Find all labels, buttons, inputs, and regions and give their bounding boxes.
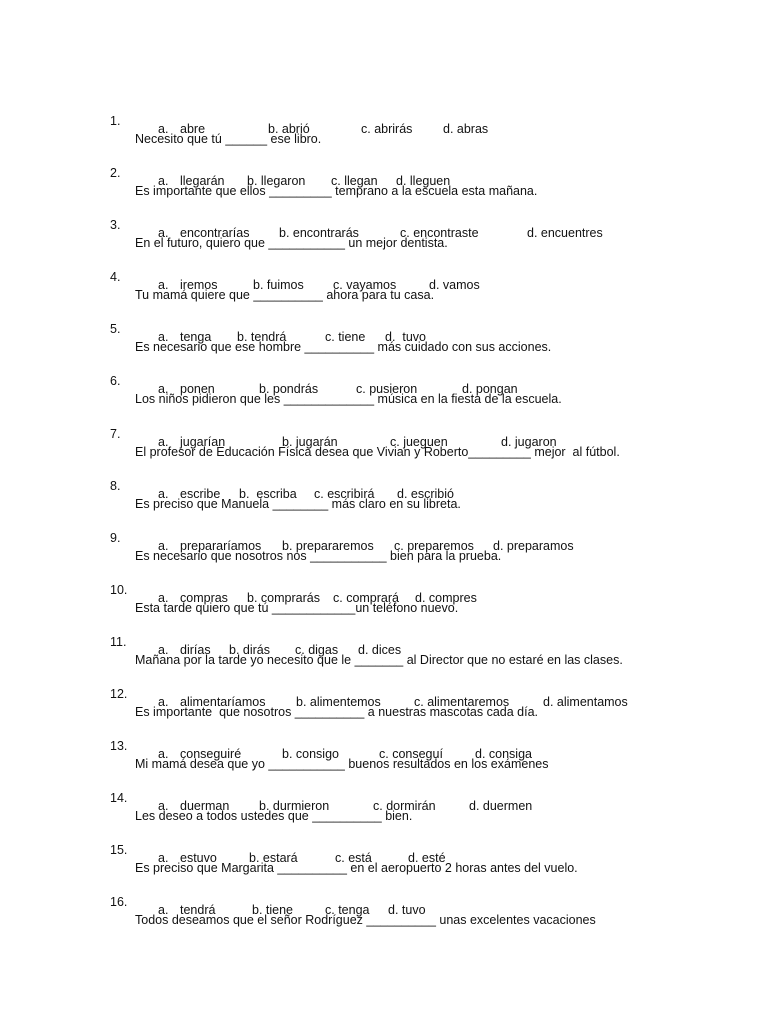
question-number: 6. [110,374,121,389]
option-a: estuvo [180,851,217,866]
option-d: d. tuvo [385,330,426,345]
options-line [0,589,768,607]
question-item [0,771,768,823]
question-item [0,250,768,302]
options-line [0,537,768,555]
question-number: 11. [110,634,127,649]
question-text: Esta tarde quiero que tú ____________un teléfono nuevo. [135,600,459,615]
options-line [0,224,768,242]
option-b: b. dirás [229,642,270,657]
options-line [0,797,768,815]
options-line [0,693,768,711]
question-number: 1. [110,114,121,128]
options-line [0,328,768,346]
option-letter-a: a. [158,434,169,449]
option-b: b. encontrarás [279,226,359,241]
option-letter-a: a. [158,174,169,189]
option-a: llegarán [180,174,225,189]
option-a: abre [180,122,206,136]
option-b: b. consigo [282,747,339,762]
option-d: d. preparamos [493,538,574,553]
question-text: Es importante que ellos _________ temprano a la escuela esta mañana. [135,184,538,199]
question-number: 16. [110,895,128,910]
option-a: dirías [180,642,211,657]
option-a: jugarían [180,434,226,449]
option-d: d. dices [358,642,402,657]
option-letter-a: a. [158,330,169,345]
question-text: Es necesario que ese hombre __________ más cuidado con sus acciones. [135,340,552,355]
option-letter-a: a. [158,590,169,605]
option-c: c. comprará [333,590,399,605]
question-number: 12. [110,687,128,702]
question-number: 10. [110,582,128,597]
option-letter-a: a. [158,538,169,553]
option-c: c. alimentaremos [414,695,510,710]
option-letter-a: a. [158,278,169,293]
question-item [0,719,768,771]
question-number: 4. [110,270,121,285]
option-b: b. jugarán [282,434,338,449]
option-c: c. jueguen [390,434,448,449]
option-b: b. pondrás [259,382,319,397]
option-b: b. alimentemos [296,695,381,710]
option-letter-a: a. [158,747,169,762]
option-a: alimentaríamos [180,695,266,710]
question-item [0,823,768,875]
option-letter-a: a. [158,851,169,866]
option-a: escribe [180,486,221,501]
question-text: Es necesario que nosotros nos ___________ bien para la prueba. [135,548,502,563]
option-d: d. tuvo [388,903,426,918]
option-d: d. alimentamos [543,695,628,710]
option-letter-a: a. [158,226,169,241]
option-d: d. esté [408,851,446,866]
option-b: b. abrió [268,122,310,136]
option-d: d. compres [415,590,477,605]
option-a: duerman [180,799,230,814]
option-c: c. vayamos [333,278,397,293]
option-d: d. consiga [475,747,532,762]
options-line [0,172,768,190]
option-c: c. llegan [331,174,378,189]
option-a: encontrarías [180,226,250,241]
option-d: d. pongan [462,382,518,397]
options-line [0,380,768,398]
question-item [0,146,768,198]
question-text: Mi mamá desea que yo ___________ buenos resultados en los exámenes [135,757,549,772]
question-text: Les deseo a todos ustedes que __________ bien. [135,809,413,824]
question-item [0,407,768,459]
question-number: 7. [110,426,121,441]
question-item [0,302,768,354]
question-text: En el futuro, quiero que ___________ un mejor dentista. [135,236,448,251]
option-a: tenga [180,330,212,345]
question-item [0,615,768,667]
question-text: Es preciso que Margarita __________ en el aeropuerto 2 horas antes del vuelo. [135,861,578,876]
question-item [0,354,768,406]
question-text: Es preciso que Manuela ________ más claro en su libreta. [135,496,461,511]
option-letter-a: a. [158,799,169,814]
options-line [0,120,768,138]
question-text: Es importante que nosotros __________ a nuestras mascotas cada día. [135,705,539,720]
option-d: d. escribió [397,486,454,501]
option-letter-a: a. [158,486,169,501]
option-b: b. tendrá [237,330,287,345]
option-c: c. conseguí [379,747,443,762]
options-line [0,745,768,763]
option-c: c. está [335,851,372,866]
option-d: d. vamos [429,278,480,293]
question-item [0,667,768,719]
option-c: c. preparemos [394,538,474,553]
options-line [0,641,768,659]
option-a: prepararíamos [180,538,262,553]
question-text: Los niños pidieron que les _____________ música en la fiesta de la escuela. [135,392,562,407]
question-text: El profesor de Educación Física desea que Vivian y Roberto_________ mejor al fútbol. [135,444,620,459]
option-letter-a: a. [158,695,169,710]
question-number: 9. [110,530,121,545]
question-text: Necesito que tú ______ ese libro. [135,132,322,146]
question-item [0,875,768,927]
option-d: d. lleguen [396,174,451,189]
option-c: c. escribirá [314,486,375,501]
option-b: b. estará [249,851,298,866]
question-number: 15. [110,843,128,858]
question-list [0,94,768,928]
question-number: 14. [110,791,128,806]
option-c: c. abrirás [361,122,413,136]
question-item [0,563,768,615]
options-line [0,276,768,294]
option-b: b. escriba [239,486,297,501]
option-c: c. encontraste [400,226,479,241]
option-a: compras [180,590,228,605]
question-text: Tu mamá quiere que __________ ahora para tu casa. [135,288,435,303]
option-d: d. encuentres [527,226,603,241]
option-c: c. tiene [325,330,366,345]
question-number: 13. [110,739,128,754]
question-number: 3. [110,218,121,233]
question-number: 5. [110,322,121,337]
question-number: 8. [110,478,121,493]
options-line [0,849,768,867]
option-letter-a: a. [158,122,169,136]
option-b: b. prepararemos [282,538,374,553]
option-c: c. pusieron [356,382,418,397]
option-letter-a: a. [158,903,169,918]
option-b: b. fuimos [253,278,304,293]
question-number: 2. [110,166,121,181]
option-c: c. tenga [325,903,370,918]
option-b: b. tiene [252,903,294,918]
option-a: tendrá [180,903,216,918]
question-item [0,511,768,563]
option-letter-a: a. [158,382,169,397]
options-line [0,485,768,503]
option-a: ponen [180,382,215,397]
option-c: c. dormirán [373,799,436,814]
question-text: Mañana por la tarde yo necesito que le _______ al Director que no estaré en las clases. [135,652,623,667]
option-c: c. digas [295,642,339,657]
question-item [0,198,768,250]
question-item [0,459,768,511]
option-letter-a: a. [158,642,169,657]
option-d: d. jugaron [501,434,557,449]
option-a: conseguiré [180,747,242,762]
option-b: b. comprarás [247,590,320,605]
option-d: d. duermen [469,799,533,814]
question-text: Todos deseamos que el señor Rodríguez __________ unas excelentes vacaciones [135,913,596,928]
options-line [0,901,768,919]
options-line [0,433,768,451]
option-d: d. abras [443,122,489,136]
option-b: b. durmieron [259,799,330,814]
question-item [0,94,768,146]
option-b: b. llegaron [247,174,306,189]
option-a: iremos [180,278,218,293]
